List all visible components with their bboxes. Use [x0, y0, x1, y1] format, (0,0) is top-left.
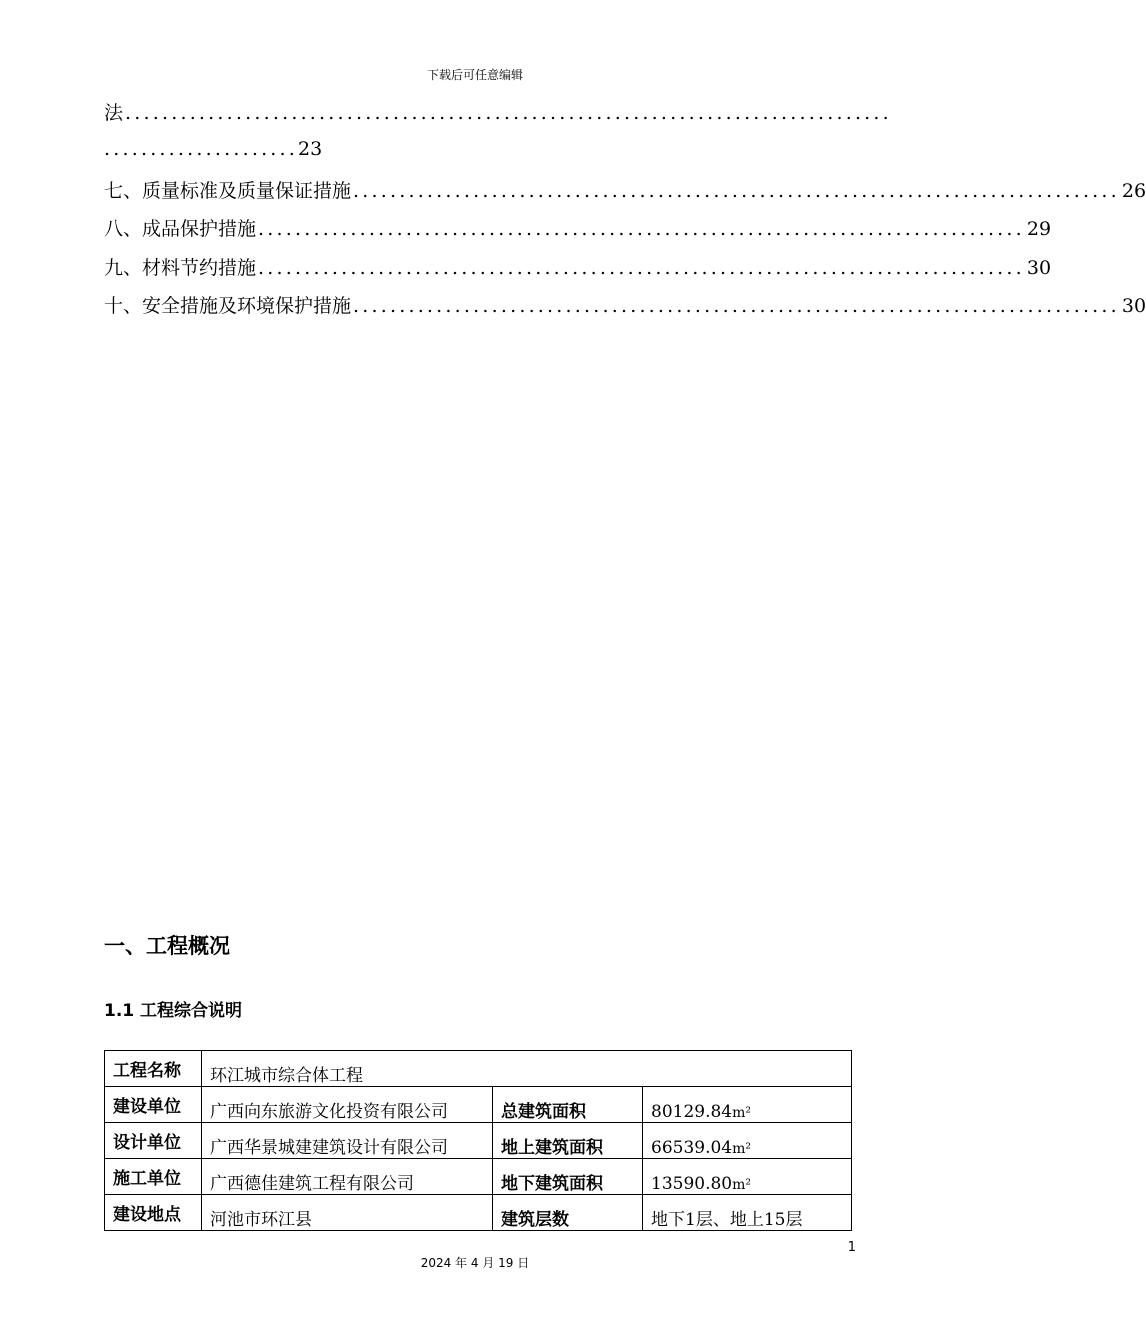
table-label-cell: 建设地点	[105, 1195, 202, 1231]
table-label-cell: 地上建筑面积	[493, 1123, 643, 1159]
area-unit: m²	[732, 1141, 752, 1157]
table-label-cell: 工程名称	[105, 1051, 202, 1087]
table-label-cell: 地下建筑面积	[493, 1159, 643, 1195]
toc-item-label: 八、成品保护措施	[104, 218, 257, 240]
table-row	[105, 1159, 852, 1195]
toc-item-wrapped[interactable]	[104, 98, 892, 125]
toc-item-page: 30	[1026, 257, 1052, 279]
table-label-cell: 施工单位	[105, 1159, 202, 1195]
table-value-cell	[643, 1159, 852, 1195]
toc-item-wrapped-continuation: .....................23	[104, 138, 323, 160]
area-unit: m²	[732, 1177, 752, 1193]
table-row	[105, 1123, 852, 1159]
toc-item-page: 30	[1121, 295, 1146, 317]
page-footer-date: 2024 年 4 月 19 日	[420, 1256, 530, 1270]
toc-item-label: 十、安全措施及环境保护措施	[104, 295, 352, 317]
area-value: 66539.04	[651, 1138, 733, 1158]
toc-item[interactable]	[104, 253, 1052, 280]
table-value-cell: 广西向东旅游文化投资有限公司	[202, 1087, 493, 1123]
table-value-cell: 河池市环江县	[202, 1195, 493, 1231]
toc-item-label: 七、质量标准及质量保证措施	[104, 180, 352, 202]
table-label-cell: 设计单位	[105, 1123, 202, 1159]
toc-item-label: 法	[104, 102, 124, 124]
table-row	[105, 1087, 852, 1123]
area-value: 80129.84	[651, 1102, 733, 1122]
toc-item[interactable]	[104, 176, 1146, 203]
table-value-cell: 地下1层、地上15层	[643, 1195, 852, 1231]
toc-item-page: 23	[298, 138, 323, 160]
toc-item[interactable]	[104, 291, 1146, 318]
table-label-cell: 建设单位	[105, 1087, 202, 1123]
section-subtitle: 1.1 工程综合说明	[104, 1001, 243, 1021]
area-value: 13590.80	[651, 1174, 733, 1194]
table-label-cell: 建筑层数	[493, 1195, 643, 1231]
project-info-table	[104, 1050, 852, 1231]
area-unit: m²	[732, 1105, 752, 1121]
toc-item-page: 29	[1026, 218, 1052, 240]
page-header: 下载后可任意编辑	[426, 68, 523, 82]
toc-leader-dots: ...................................................................................	[353, 180, 1120, 202]
table-label-cell: 总建筑面积	[493, 1087, 643, 1123]
toc-item-label: 九、材料节约措施	[104, 257, 257, 279]
toc-leader-dots: ...................................................................................	[258, 218, 1025, 240]
section-title: 一、工程概况	[104, 934, 230, 958]
table-value-cell: 环江城市综合体工程	[202, 1051, 852, 1087]
toc-item-page: 26	[1121, 180, 1146, 202]
table-row	[105, 1195, 852, 1231]
page-number: 1	[847, 1240, 856, 1255]
table-value-cell: 广西德佳建筑工程有限公司	[202, 1159, 493, 1195]
table-value-cell	[643, 1123, 852, 1159]
toc-leader-dots: ...................................................................................	[125, 102, 892, 124]
toc-leader-dots: ...................................................................................	[258, 257, 1025, 279]
table-value-cell	[643, 1087, 852, 1123]
table-value-cell: 广西华景城建建筑设计有限公司	[202, 1123, 493, 1159]
table-row	[105, 1051, 852, 1087]
toc-leader-dots: ...................................................................................	[353, 295, 1120, 317]
toc-item[interactable]	[104, 214, 1052, 241]
